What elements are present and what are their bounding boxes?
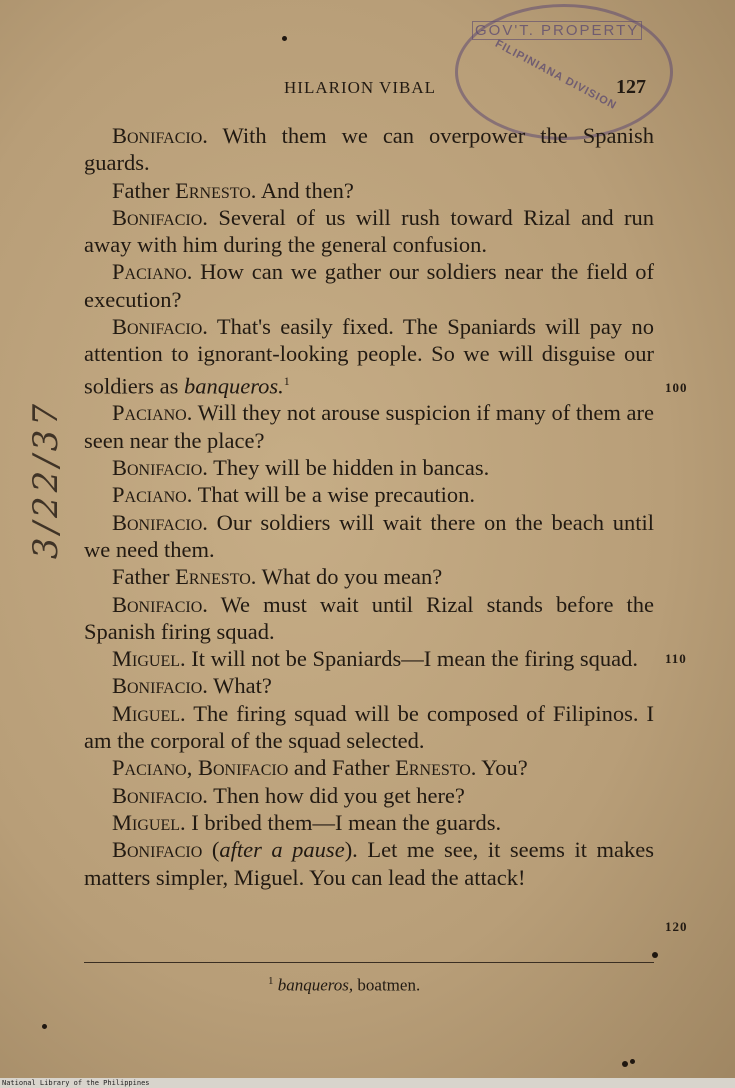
running-title: HILARION VIBAL (284, 78, 437, 97)
dialogue-line: Bonifacio. That's easily fixed. The Spaniards will pay no attention to ignorant-looking people. So we will disguise our soldiers as banqueros.$^1$ (84, 314, 654, 399)
ink-speck (652, 952, 658, 958)
dialogue-line: Miguel. The firing squad will be composed of Filipinos. I am the corporal of the squad selected. (84, 700, 654, 754)
ink-speck (622, 1061, 628, 1067)
line-number: 100 (665, 380, 688, 395)
ink-speck (42, 1024, 47, 1029)
stamp-line-2: FILIPINIANA DIVISION (493, 37, 619, 113)
dialogue-line: Paciano. How can we gather our soldiers near the field of execution? (84, 259, 655, 312)
dialogue-line: Bonifacio (after a pause). Let me see, it seems it makes matters simpler, Miguel. You can lead the attack! (84, 837, 655, 890)
ink-speck (282, 36, 287, 41)
stamp-line-1: GOV'T. PROPERTY (472, 21, 642, 40)
ink-speck (630, 1059, 635, 1064)
dialogue-line: Paciano, Bonifacio and Father Ernesto. You? (112, 755, 528, 781)
property-stamp (455, 4, 673, 140)
footnote: $^1$ banqueros, boatmen. (268, 975, 421, 995)
line-number: 120 (665, 919, 688, 934)
dialogue-line: Miguel. It will not be Spaniards—I mean the firing squad. (112, 646, 639, 672)
dialogue-line: Bonifacio. What? (112, 673, 272, 699)
dialogue-line: Bonifacio. Our soldiers will wait there on the beach until we need them. (84, 509, 654, 562)
dialogue-line: Miguel. I bribed them—I mean the guards. (112, 809, 502, 835)
footnote-rule (84, 962, 654, 963)
dialogue-line: Bonifacio. We must wait until Rizal stands before the Spanish firing squad. (84, 591, 655, 644)
dialogue-line: Paciano. Will they not arouse suspicion if many of them are seen near the place? (84, 400, 655, 453)
dialogue-text (84, 122, 654, 891)
dialogue-line: Father Ernesto. And then? (112, 177, 354, 203)
dialogue-line: Bonifacio. Then how did you get here? (112, 782, 465, 808)
dialogue-line: Bonifacio. They will be hidden in bancas. (112, 455, 490, 481)
page-number: 127 (616, 76, 646, 98)
dialogue-line: Bonifacio. Several of us will rush toward Rizal and run away with him during the general confusion. (84, 204, 654, 258)
dialogue-line: Bonifacio. With them we can overpower the Spanish guards. (84, 123, 655, 176)
dialogue-line: Paciano. That will be a wise precaution. (112, 482, 475, 508)
library-label: National Library of the Philippines (0, 1078, 735, 1088)
dialogue-line: Father Ernesto. What do you mean? (112, 564, 443, 590)
handwritten-margin-note: 3/22/37 (26, 400, 66, 560)
line-number: 110 (665, 651, 687, 666)
